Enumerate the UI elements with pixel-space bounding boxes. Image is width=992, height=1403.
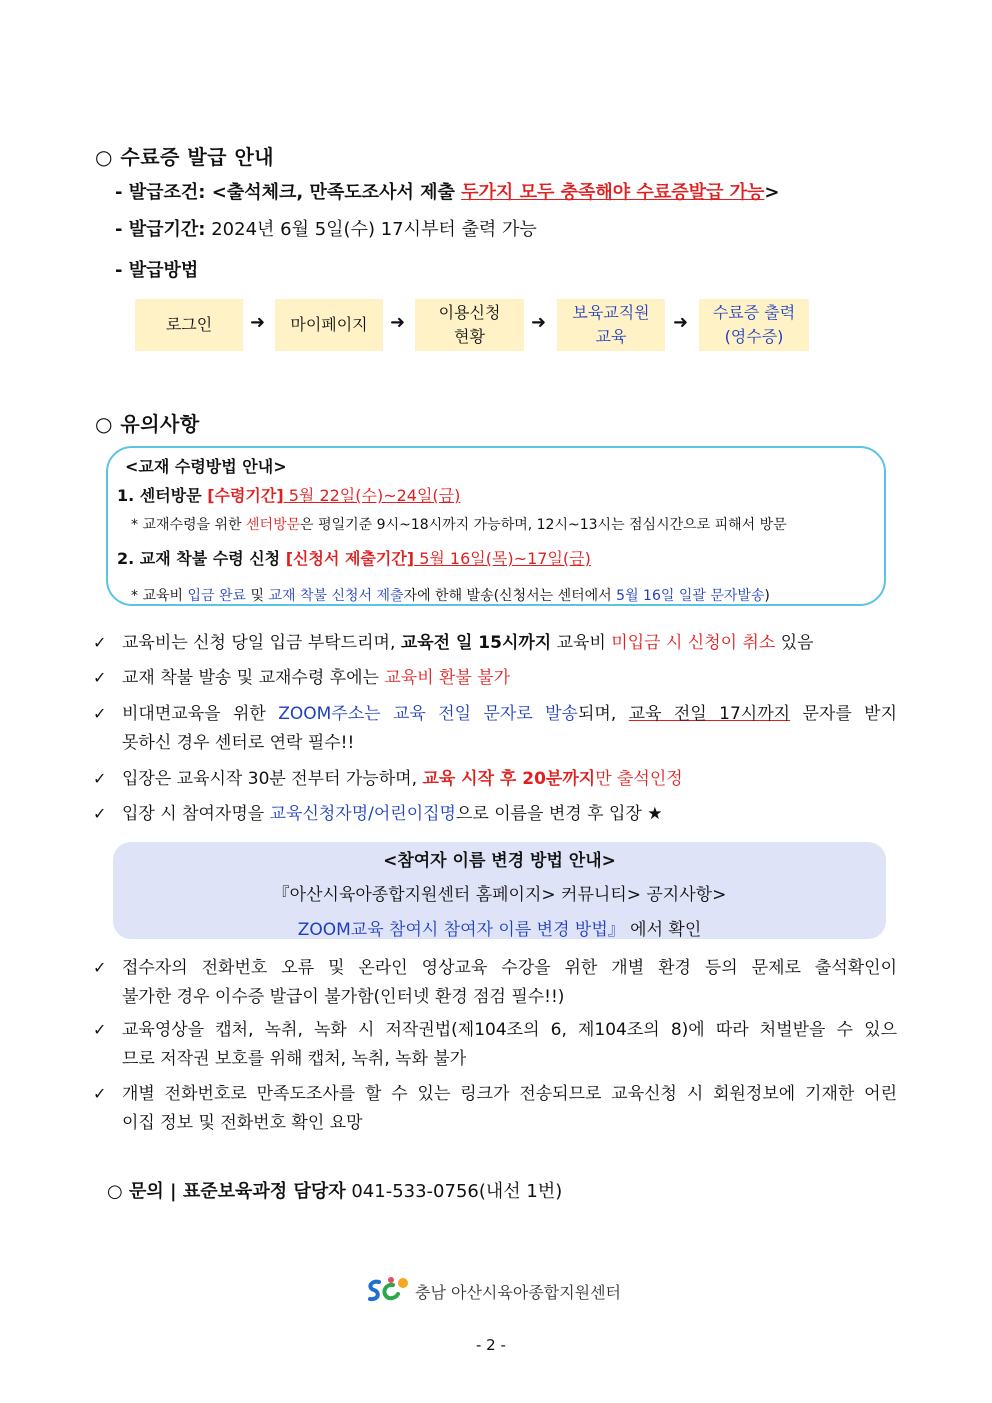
c4-b: 교육 시작 후 20분까지 [422,769,596,789]
c1-c: 교육비 [551,633,612,653]
textbook-box-title: <교재 수령방법 안내> [125,457,287,476]
pickup-visit-label: 1. 센터방문 [117,486,208,505]
contact-phone: 041-533-0756(내선 1번) [345,1181,563,1202]
page-number: - 2 - [476,1336,506,1354]
issue-condition-suffix: > [764,182,780,203]
flow-step-mypage [275,299,383,351]
c4-c: 만 출석인정 [595,769,683,789]
rename-guide-rest: 에서 확인 [624,920,702,940]
certificate-heading: ○ 수료증 발급 안내 [95,145,275,169]
c1-a: 교육비는 신청 당일 입금 부탁드리며, [122,633,401,653]
rename-guide-path: ZOOM교육 참여시 참여자 이름 변경 방법』 [297,920,625,940]
issue-condition-prefix: - 발급조건: [115,182,212,203]
check-item-payment [122,629,897,658]
c1-e: 있음 [775,633,814,653]
check-item-refund [122,664,897,693]
pickup-visit-note [131,514,787,534]
flow-step-application-status [415,299,524,351]
check-icon: ✓ [93,958,107,977]
flow-step-staff-education-line1: 보육교직원 [572,303,650,322]
flow-step-staff-education-line2: 교육 [595,327,627,346]
flow-step-application-status-line2: 현황 [454,327,485,346]
footer-org-name: 충남 아산시육아종합지원센터 [415,1283,622,1302]
issue-condition-line [115,178,780,204]
check-item-copyright-line1: 교육영상을 캡처, 녹취, 녹화 시 저작권법(제104조의 6, 제104조의 8)에 따라 처벌받을 수 있으 [122,1020,897,1040]
flow-step-login-label: 로그인 [165,315,213,334]
issue-period-value: 2024년 6월 5일(수) 17시부터 출력 가능 [205,219,537,240]
flow-step-staff-education [557,299,665,351]
pickup-visit-note-post: 은 평일기준 9시~18시까지 가능하며, 12시~13시는 점심시간으로 피해서 방문 [300,517,787,533]
notice-heading: ○ 유의사항 [95,412,200,436]
delivery-note-g: ) [764,588,770,604]
check-icon: ✓ [93,1020,107,1039]
flow-step-mypage-label: 마이페이지 [290,315,368,334]
contact-line [107,1177,562,1203]
delivery-note-e: 자에 한해 발송(신청서는 센터에서 [403,588,617,604]
pickup-delivery-note [131,585,770,605]
c5-c: 으로 이름을 변경 후 입장 ★ [455,804,663,824]
c1-b: 교육전 일 15시까지 [400,633,552,653]
pickup-item-delivery [117,546,591,569]
flow-step-certificate-print-line2: (영수증) [724,327,784,346]
flow-step-certificate-print [699,299,809,351]
pickup-delivery-date: 5월 16일(목)~17일(금) [414,549,591,568]
check-item-rename [122,800,897,829]
c3-a: 비대면교육을 위한 [122,704,279,724]
c2-b: 교육비 환불 불가 [384,668,511,688]
delivery-note-d: 교재 착불 신청서 제출 [268,588,404,604]
contact-label: ○ 문의 | 표준보육과정 담당자 [107,1181,346,1202]
issue-condition-bold: <출석체크, 만족도조사서 제출 [211,182,462,203]
flow-step-application-status-line1: 이용신청 [438,303,501,322]
c3-c: 되며, [577,704,629,724]
c3-e: 문자를 받지 [790,704,897,724]
issue-period-line [115,215,537,241]
c5-b: 교육신청자명/어린이집명 [269,804,456,824]
c4-a: 입장은 교육시작 30분 전부터 가능하며, [122,769,423,789]
flow-step-certificate-print-line1: 수료증 출력 [712,303,796,322]
pickup-visit-period-label: [수령기간] [207,486,284,505]
issue-condition-red: 두가지 모두 충족해야 수료증발급 가능 [461,182,765,203]
check-icon: ✓ [93,769,107,788]
check-item-zoom-line1 [122,700,897,729]
check-item-attendance-line1: 접수자의 전화번호 오류 및 온라인 영상교육 수강을 위한 개별 환경 등의 문제로 출석확인이 [122,958,897,978]
issue-period-label: - 발급기간: [115,219,206,240]
c2-a: 교재 착불 발송 및 교재수령 후에는 [122,668,385,688]
rename-guide-title: <참여자 이름 변경 방법 안내> [383,851,616,871]
pickup-delivery-period-label: [신청서 제출기간] [285,549,415,568]
delivery-note-a: * 교육비 [131,588,188,604]
check-icon: ✓ [93,804,107,823]
check-icon: ✓ [93,633,107,652]
check-item-entry [122,765,897,794]
center-logo-icon [365,1276,411,1304]
pickup-visit-note-pre: * 교재수령을 위한 [131,517,247,533]
check-icon: ✓ [93,704,107,723]
rename-guide-line2 [113,915,886,940]
check-item-zoom-line2: 못하신 경우 센터로 연락 필수!! [122,733,355,753]
issue-method-label: - 발급방법 [115,260,199,281]
check-item-attendance-line2: 불가한 경우 이수증 발급이 불가함(인터넷 환경 점검 필수!!) [122,987,565,1007]
delivery-note-c: 및 [246,588,269,604]
c1-d: 미입금 시 신청이 취소 [611,633,776,653]
flow-step-login [135,299,243,351]
rename-guide-line1: 『아산시육아종합지원센터 홈페이지> 커뮤니티> 공지사항> [272,885,727,905]
c5-a: 입장 시 참여자명을 [122,804,270,824]
pickup-visit-date: 5월 22일(수)~24일(금) [283,486,461,505]
check-icon: ✓ [93,1084,107,1103]
delivery-note-f: 5월 16일 일괄 문자발송 [616,588,765,604]
check-item-survey-line1: 개별 전화번호로 만족도조사를 할 수 있는 링크가 전송되므로 교육신청 시 회원정보에 기재한 어린 [122,1084,897,1104]
c3-d: 교육 전일 17시까지 [628,704,791,724]
delivery-note-b: 입금 완료 [187,588,247,604]
c3-b: ZOOM주소는 교육 전일 문자로 발송 [278,704,578,724]
flow-arrow-icon: ➜ [390,312,406,333]
check-icon: ✓ [93,668,107,687]
pickup-item-visit [117,483,460,506]
flow-arrow-icon: ➜ [250,312,266,333]
pickup-visit-note-red: 센터방문 [246,517,301,533]
flow-arrow-icon: ➜ [531,312,547,333]
check-item-copyright-line2: 므로 저작권 보호를 위해 캡처, 녹취, 녹화 불가 [122,1049,467,1069]
flow-arrow-icon: ➜ [673,312,689,333]
pickup-delivery-label: 2. 교재 착불 수령 신청 [117,549,286,568]
check-item-survey-line2: 이집 정보 및 전화번호 확인 요망 [122,1113,363,1133]
